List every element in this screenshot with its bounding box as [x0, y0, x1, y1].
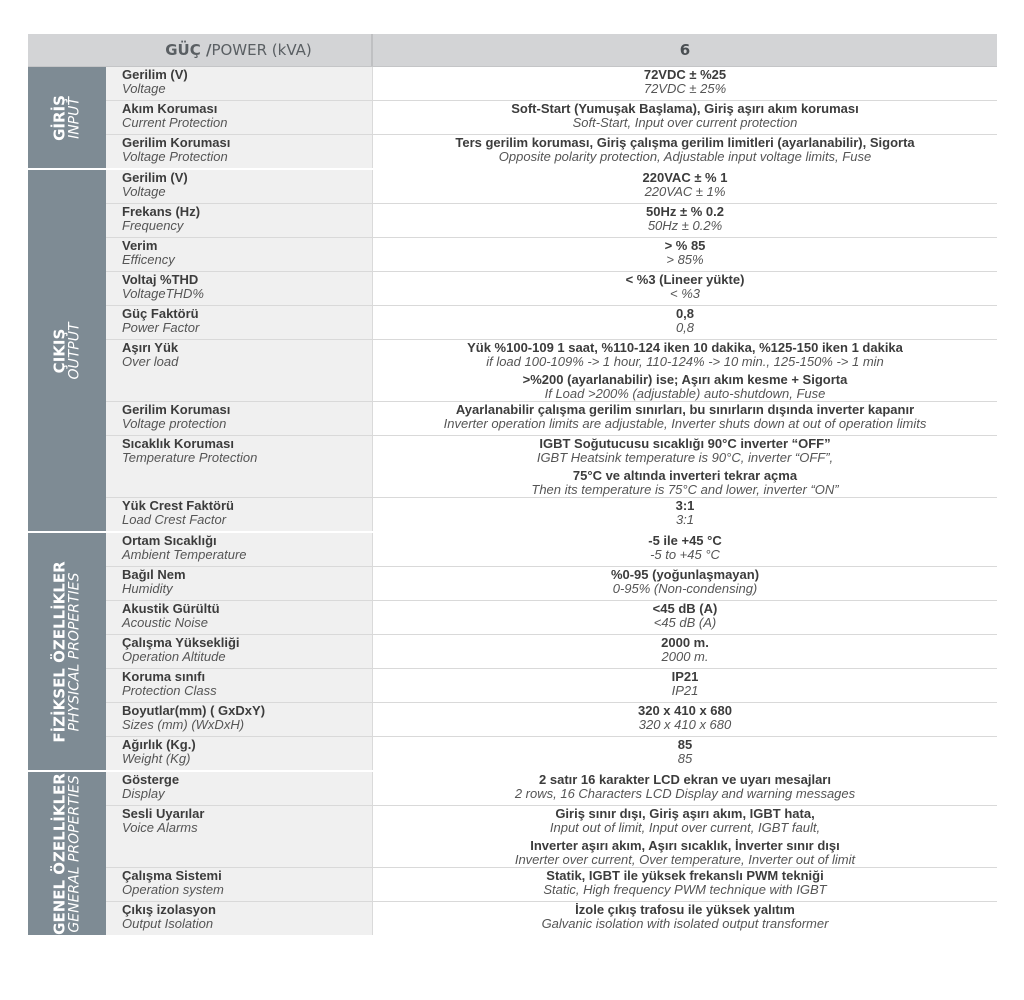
spec-label-cell	[106, 635, 373, 668]
spec-value-en: Then its temperature is 75°C and lower, inverter “ON”	[531, 482, 839, 497]
spec-label-en: Voltage	[122, 184, 166, 199]
spec-label-cell	[106, 67, 373, 100]
section-sidebar	[28, 533, 106, 770]
spec-value-tr: Soft-Start (Yumuşak Başlama), Giriş aşırı akım koruması	[511, 101, 859, 116]
spec-row	[106, 340, 997, 402]
spec-label-tr: Yük Crest Faktörü	[122, 498, 234, 513]
spec-label-tr: Boyutlar(mm) ( GxDxY)	[122, 703, 266, 718]
spec-value-en: Inverter operation limits are adjustable, Inverter shuts down at out of operation limits	[443, 416, 927, 431]
section-sidebar	[28, 67, 106, 168]
spec-value-cell	[373, 340, 997, 401]
spec-row	[106, 533, 997, 567]
table-header	[28, 34, 997, 67]
spec-label-cell	[106, 868, 373, 901]
spec-value-en: Galvanic isolation with isolated output transformer	[541, 916, 829, 931]
spec-value-en: < %3	[670, 286, 700, 301]
spec-label-cell	[106, 806, 373, 867]
spec-value-en: <45 dB (A)	[653, 615, 717, 630]
spec-value-tr: >%200 (ayarlanabilir) ise; Aşırı akım kesme + Sigorta	[522, 372, 848, 387]
spec-value-cell	[373, 703, 997, 736]
spec-value-cell	[373, 601, 997, 634]
spec-label-en: Voltage Protection	[122, 149, 228, 164]
spec-label-tr: Sesli Uyarılar	[122, 806, 205, 821]
spec-row	[106, 669, 997, 703]
spec-label-en: Protection Class	[122, 683, 217, 698]
spec-label-en: Sizes (mm) (WxDxH)	[122, 717, 245, 732]
spec-row	[106, 101, 997, 135]
spec-row	[106, 772, 997, 806]
spec-value-cell	[373, 902, 997, 935]
spec-value-tr: > % 85	[664, 238, 706, 253]
spec-value-en: 320 x 410 x 680	[638, 717, 732, 732]
spec-label-cell	[106, 101, 373, 134]
spec-value-en: IGBT Heatsink temperature is 90°C, inverter “OFF”,	[536, 450, 834, 465]
spec-label-tr: Akım Koruması	[122, 101, 218, 116]
spec-row	[106, 135, 997, 168]
spec-section	[28, 533, 997, 772]
section-title-en: OUTPUT	[66, 321, 83, 380]
spec-label-cell	[106, 340, 373, 401]
spec-label-cell	[106, 737, 373, 770]
spec-value-en: 0-95% (Non-condensing)	[612, 581, 758, 596]
spec-row	[106, 703, 997, 737]
spec-label-tr: Gerilim Koruması	[122, 402, 231, 417]
spec-label-cell	[106, 402, 373, 435]
spec-label-en: Over load	[122, 354, 179, 369]
section-title	[50, 94, 83, 141]
spec-row	[106, 635, 997, 669]
spec-label-tr: Gerilim (V)	[122, 170, 188, 185]
spec-value-cell	[373, 170, 997, 203]
spec-label-tr: Gerilim (V)	[122, 67, 188, 82]
spec-value-tr: -5 ile +45 °C	[648, 533, 722, 548]
spec-row	[106, 306, 997, 340]
spec-value-en: IP21	[671, 683, 699, 698]
spec-row	[106, 567, 997, 601]
spec-label-en: Voltage protection	[122, 416, 227, 431]
spec-label-tr: Frekans (Hz)	[122, 204, 201, 219]
spec-value-tr: 2 satır 16 karakter LCD ekran ve uyarı mesajları	[539, 772, 831, 787]
spec-row	[106, 498, 997, 531]
spec-label-en: Weight (Kg)	[122, 751, 191, 766]
section-title-tr: GİRİŞ	[50, 94, 69, 141]
spec-value-tr: 72VDC ± %25	[643, 67, 727, 82]
section-title-en: INPUT	[66, 96, 83, 139]
spec-value-cell	[373, 669, 997, 702]
spec-label-tr: Gerilim Koruması	[122, 135, 231, 150]
spec-label-en: Temperature Protection	[122, 450, 258, 465]
spec-row	[106, 272, 997, 306]
section-title	[50, 321, 83, 380]
spec-row	[106, 737, 997, 770]
spec-label-tr: Gösterge	[122, 772, 180, 787]
spec-value-cell	[373, 402, 997, 435]
spec-value-en: 2 rows, 16 Characters LCD Display and warning messages	[514, 786, 856, 801]
section-title-en: PHYSICAL PROPERTIES	[66, 572, 83, 731]
spec-value-tr: IGBT Soğutucusu sıcaklığı 90°C inverter “OFF”	[539, 436, 831, 451]
spec-value-tr: Ayarlanabilir çalışma gerilim sınırları, bu sınırların dışında inverter kapanır	[455, 402, 915, 417]
spec-label-en: Voice Alarms	[122, 820, 198, 835]
spec-row	[106, 601, 997, 635]
spec-label-en: VoltageTHD%	[122, 286, 204, 301]
spec-value-en: If Load >200% (adjustable) auto-shutdown, Fuse	[544, 386, 826, 401]
spec-value-cell	[373, 806, 997, 867]
spec-row	[106, 67, 997, 101]
spec-value-en: Input out of limit, Input over current, IGBT fault,	[549, 820, 821, 835]
section-title-en: GENERAL PROPERTIES	[66, 774, 83, 933]
spec-value-tr: %0-95 (yoğunlaşmayan)	[610, 567, 760, 582]
spec-label-cell	[106, 601, 373, 634]
spec-value-en: Inverter over current, Over temperature, Inverter out of limit	[514, 852, 856, 867]
spec-value-cell	[373, 238, 997, 271]
spec-label-tr: Verim	[122, 238, 158, 253]
spec-value-cell	[373, 135, 997, 168]
spec-value-tr: 3:1	[675, 498, 695, 513]
spec-value-tr: 220VAC ± % 1	[642, 170, 728, 185]
spec-value-en: Static, High frequency PWM technique with IGBT	[543, 882, 827, 897]
spec-value-tr: 320 x 410 x 680	[638, 703, 732, 718]
spec-value-en: 2000 m.	[661, 649, 709, 664]
spec-value-cell	[373, 635, 997, 668]
spec-value-en: -5 to +45 °C	[650, 547, 720, 562]
spec-label-tr: Koruma sınıfı	[122, 669, 206, 684]
spec-section	[28, 772, 997, 937]
spec-value-tr: İzole çıkış trafosu ile yüksek yalıtım	[575, 902, 795, 917]
spec-label-en: Load Crest Factor	[122, 512, 227, 527]
section-title-tr: FİZİKSEL ÖZELLİKLER	[50, 560, 69, 743]
spec-label-cell	[106, 170, 373, 203]
spec-value-en: > 85%	[666, 252, 704, 267]
spec-value-cell	[373, 533, 997, 566]
spec-sections	[28, 67, 997, 937]
spec-table	[28, 34, 997, 937]
spec-label-en: Voltage	[122, 81, 166, 96]
spec-label-en: Operation Altitude	[122, 649, 226, 664]
spec-value-en: Opposite polarity protection, Adjustable input voltage limits, Fuse	[498, 149, 872, 164]
spec-label-en: Output Isolation	[122, 916, 214, 931]
spec-value-cell	[373, 772, 997, 805]
spec-value-en: Soft-Start, Input over current protection	[572, 115, 798, 130]
spec-value-tr: < %3 (Lineer yükte)	[625, 272, 745, 287]
section-rows	[106, 533, 997, 770]
spec-value-tr: 85	[677, 737, 693, 752]
power-column-header	[28, 34, 373, 66]
spec-label-tr: Çıkış izolasyon	[122, 902, 216, 917]
spec-label-cell	[106, 306, 373, 339]
spec-section	[28, 170, 997, 533]
spec-label-cell	[106, 272, 373, 305]
section-title	[50, 560, 83, 743]
spec-label-en: Ambient Temperature	[122, 547, 247, 562]
spec-label-tr: Sıcaklık Koruması	[122, 436, 234, 451]
spec-value-en: 72VDC ± 25%	[643, 81, 727, 96]
spec-label-tr: Voltaj %THD	[122, 272, 199, 287]
spec-value-cell	[373, 498, 997, 531]
section-sidebar	[28, 170, 106, 531]
spec-value-tr: 0,8	[675, 306, 695, 321]
spec-label-cell	[106, 436, 373, 497]
spec-label-tr: Akustik Gürültü	[122, 601, 220, 616]
spec-value-cell	[373, 567, 997, 600]
spec-value-tr: <45 dB (A)	[652, 601, 718, 616]
spec-label-en: Display	[122, 786, 165, 801]
section-rows	[106, 67, 997, 168]
section-title-tr: GENEL ÖZELLİKLER	[50, 772, 69, 935]
spec-row	[106, 436, 997, 498]
spec-label-cell	[106, 533, 373, 566]
power-label-tr: GÜÇ /	[165, 41, 212, 59]
spec-value-cell	[373, 67, 997, 100]
spec-value-cell	[373, 306, 997, 339]
spec-value-en: 220VAC ± 1%	[644, 184, 726, 199]
spec-value-tr: Giriş sınır dışı, Giriş aşırı akım, IGBT hata,	[555, 806, 815, 821]
spec-row	[106, 868, 997, 902]
spec-value-tr: 75°C ve altında inverteri tekrar açma	[572, 468, 798, 483]
spec-row	[106, 238, 997, 272]
spec-value-cell	[373, 101, 997, 134]
spec-label-cell	[106, 135, 373, 168]
spec-value-tr: Yük %100-109 1 saat, %110-124 iken 10 dakika, %125-150 iken 1 dakika	[467, 340, 903, 355]
spec-label-cell	[106, 567, 373, 600]
spec-value-cell	[373, 272, 997, 305]
section-title-tr: ÇIKIŞ	[50, 328, 69, 373]
spec-value-en: if load 100-109% -> 1 hour, 110-124% -> 10 min., 125-150% -> 1 min	[486, 354, 884, 369]
spec-row	[106, 170, 997, 204]
spec-label-tr: Bağıl Nem	[122, 567, 186, 582]
spec-label-tr: Güç Faktörü	[122, 306, 199, 321]
spec-value-tr: IP21	[671, 669, 699, 684]
spec-value-en: 85	[677, 751, 693, 766]
section-rows	[106, 170, 997, 531]
section-sidebar	[28, 772, 106, 935]
spec-row	[106, 806, 997, 868]
spec-label-cell	[106, 772, 373, 805]
spec-value-tr: Ters gerilim koruması, Giriş çalışma gerilim limitleri (ayarlanabilir), Sigorta	[455, 135, 915, 150]
spec-value-cell	[373, 436, 997, 497]
spec-label-en: Efficency	[122, 252, 175, 267]
spec-value-tr: 2000 m.	[661, 635, 709, 650]
spec-row	[106, 902, 997, 935]
spec-value-cell	[373, 868, 997, 901]
spec-label-tr: Ağırlık (Kg.)	[122, 737, 196, 752]
spec-label-cell	[106, 703, 373, 736]
spec-label-tr: Ortam Sıcaklığı	[122, 533, 217, 548]
section-title	[50, 772, 83, 935]
spec-label-tr: Aşırı Yük	[122, 340, 179, 355]
spec-row	[106, 402, 997, 436]
spec-value-cell	[373, 737, 997, 770]
spec-label-en: Current Protection	[122, 115, 228, 130]
spec-label-cell	[106, 669, 373, 702]
spec-label-tr: Çalışma Sistemi	[122, 868, 222, 883]
spec-label-cell	[106, 902, 373, 935]
spec-value-en: 0,8	[675, 320, 695, 335]
spec-value-tr: Inverter aşırı akım, Aşırı sıcaklık, İnverter sınır dışı	[530, 838, 840, 853]
spec-label-cell	[106, 498, 373, 531]
spec-label-en: Humidity	[122, 581, 173, 596]
spec-label-en: Frequency	[122, 218, 184, 233]
spec-label-en: Power Factor	[122, 320, 200, 335]
power-label-en: POWER (kVA)	[211, 41, 312, 59]
spec-label-en: Operation system	[122, 882, 224, 897]
spec-label-cell	[106, 204, 373, 237]
spec-value-cell	[373, 204, 997, 237]
spec-value-tr: Statik, IGBT ile yüksek frekanslı PWM tekniği	[546, 868, 824, 883]
spec-value-tr: 50Hz ± % 0.2	[646, 204, 724, 219]
spec-section	[28, 67, 997, 170]
spec-value-en: 3:1	[675, 512, 695, 527]
spec-label-tr: Çalışma Yüksekliği	[122, 635, 240, 650]
spec-value-en: 50Hz ± 0.2%	[647, 218, 723, 233]
section-rows	[106, 772, 997, 935]
power-value-header: 6	[679, 41, 691, 59]
spec-row	[106, 204, 997, 238]
spec-label-en: Acoustic Noise	[122, 615, 208, 630]
spec-label-cell	[106, 238, 373, 271]
